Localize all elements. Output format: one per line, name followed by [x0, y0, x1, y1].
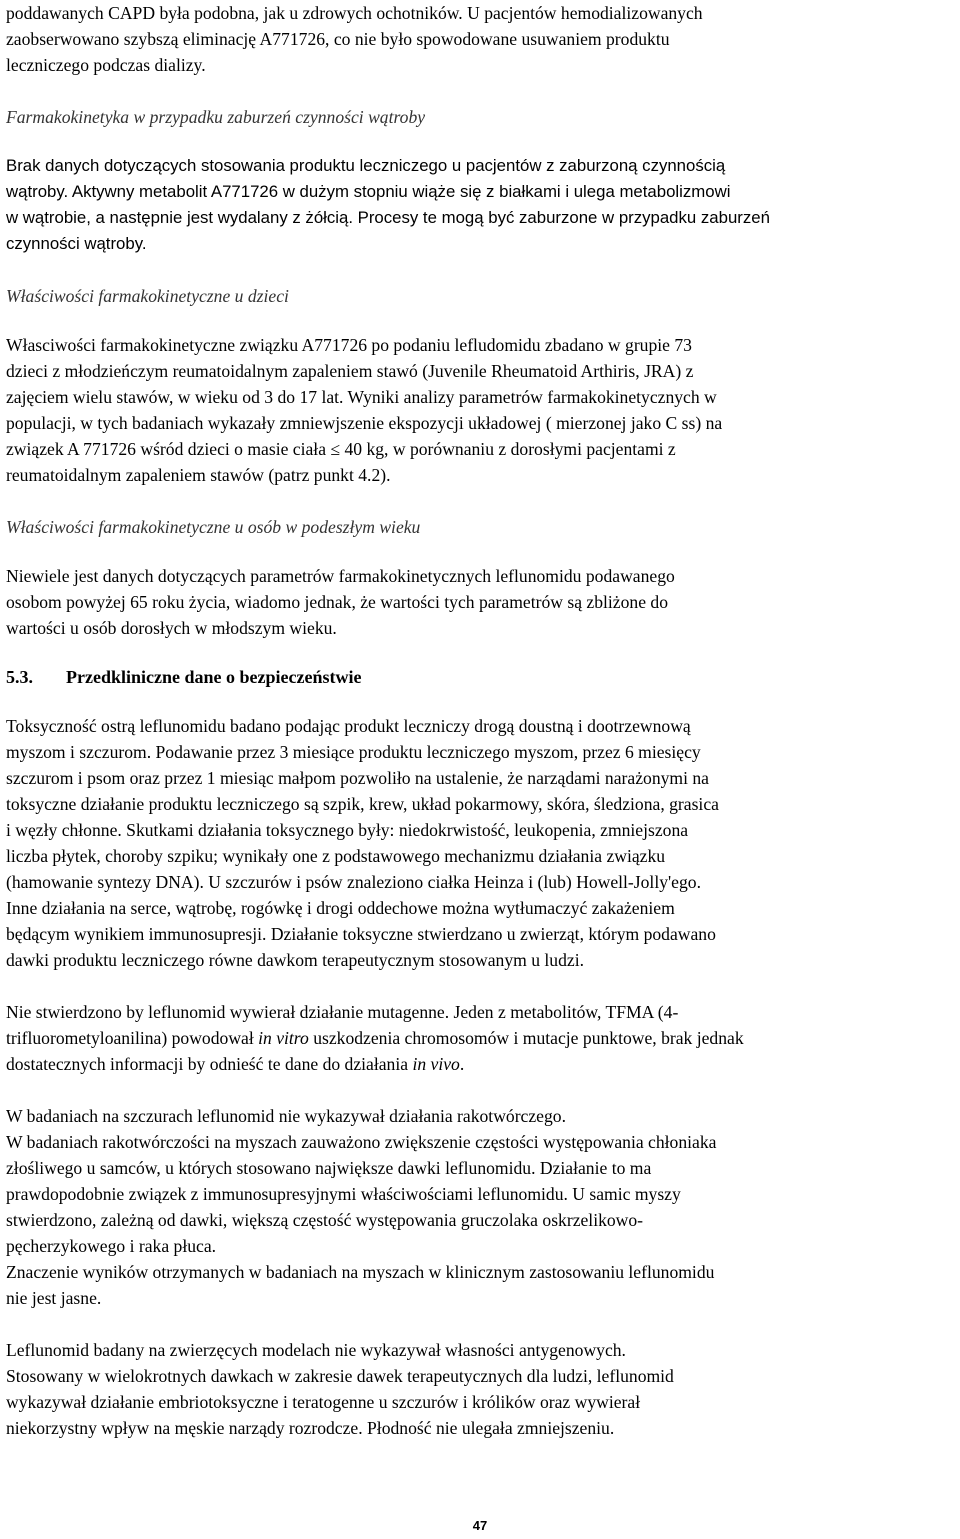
italic-term: in vivo	[412, 1054, 460, 1074]
text-line: prawdopodobnie związek z immunosupresyjnymi właściwościami leflunomidu. U samic myszy	[6, 1184, 681, 1204]
text-line: Toksyczność ostrą leflunomidu badano podając produkt leczniczy drogą doustną i dootrzewnową	[6, 716, 691, 736]
text-line: Nie stwierdzono by leflunomid wywierał działanie mutagenne. Jeden z metabolitów, TFMA (4-	[6, 1002, 679, 1022]
text-line: leczniczego podczas dializy.	[6, 55, 206, 75]
text-line: zaobserwowano szybszą eliminację A771726, co nie było spowodowane usuwaniem produktu	[6, 29, 670, 49]
text-line: reumatoidalnym zapaleniem stawów (patrz punkt 4.2).	[6, 465, 391, 485]
text-span: 40 kg, w porównaniu z dorosłymi pacjentami z	[340, 439, 676, 459]
text-span: .	[459, 1054, 465, 1074]
text-line: osobom powyżej 65 roku życia, wiadomo jednak, że wartości tych parametrów są zbliżone do	[6, 592, 668, 612]
mutagen-paragraph	[6, 999, 956, 1077]
toxicity-paragraph	[6, 713, 956, 973]
italic-term: in vitro	[258, 1028, 309, 1048]
text-line: toksyczne działanie produktu leczniczego są szpik, krew, układ pokarmowy, skóra, śledziona, grasica	[6, 794, 719, 814]
text-line: myszom i szczurom. Podawanie przez 3 miesiące produktu leczniczego myszom, przez 6 miesięcy	[6, 742, 701, 762]
liver-subheading: Farmakokinetyka w przypadku zaburzeń czynności wątroby	[6, 107, 426, 127]
document-page	[6, 0, 956, 1441]
children-paragraph	[6, 332, 956, 488]
text-line: liczba płytek, choroby szpiku; wynikały one z podstawowego mechanizmu działania związku	[6, 846, 666, 866]
liver-paragraph	[6, 153, 956, 257]
text-line: w wątrobie, a następnie jest wydalany z żółcią. Procesy te mogą być zaburzone w przypadku zaburzeń	[6, 208, 770, 227]
section-title: Przedkliniczne dane o bezpieczeństwie	[66, 667, 362, 687]
text-span: uszkodzenia chromosomów i mutacje punktowe, brak jednak	[308, 1028, 744, 1048]
text-line: Niewiele jest danych dotyczących parametrów farmakokinetycznych leflunomidu podawanego	[6, 566, 675, 586]
text-line: Inne działania na serce, wątrobę, rogówkę i drogi oddechowe można wytłumaczyć zakażeniem	[6, 898, 675, 918]
page-number: 47	[472, 1518, 488, 1533]
continuation-paragraph	[6, 0, 956, 78]
text-line: zajęciem wielu stawów, w wieku od 3 do 17 lat. Wyniki analizy parametrów farmakokinetycznych w	[6, 387, 717, 407]
text-line: Stosowany w wielokrotnych dawkach w zakresie dawek terapeutycznych dla ludzi, leflunomid	[6, 1366, 674, 1386]
text-line: dzieci z młodzieńczym reumatoidalnym zapaleniem stawó (Juvenile Rheumatoid Arthiris, JRA) z	[6, 361, 694, 381]
text-line: Leflunomid badany na zwierzęcych modelach nie wykazywał własności antygenowych.	[6, 1340, 626, 1360]
less-or-equal-symbol: ≤	[330, 439, 341, 459]
text-line: stwierdzono, zależną od dawki, większą częstość występowania gruczolaka oskrzelikowo-	[6, 1210, 644, 1230]
elderly-paragraph	[6, 563, 956, 641]
text-line: wykazywał działanie embriotoksyczne i teratogenne u szczurów i królików oraz wywierał	[6, 1392, 641, 1412]
text-line	[6, 1025, 956, 1051]
carcinogen-paragraph	[6, 1103, 956, 1311]
text-line: będącym wynikiem immunosupresji. Działanie toksyczne stwierdzano u zwierząt, którym podawano	[6, 924, 716, 944]
text-line: złośliwego u samców, u których stosowano największe dawki leflunomidu. Działanie to ma	[6, 1158, 652, 1178]
text-line: (hamowanie syntezy DNA). U szczurów i psów znaleziono ciałka Heinza i (lub) Howell-Jolly'ego.	[6, 872, 701, 892]
text-span: dostatecznych informacji by odnieść te dane do działania	[6, 1054, 413, 1074]
elderly-subheading: Właściwości farmakokinetyczne u osób w podeszłym wieku	[6, 517, 421, 537]
text-line: W badaniach na szczurach leflunomid nie wykazywał działania rakotwórczego.	[6, 1106, 566, 1126]
text-line: niekorzystny wpływ na męskie narządy rozrodcze. Płodność nie ulegała zmniejszeniu.	[6, 1418, 615, 1438]
text-line: W badaniach rakotwórczości na myszach zauważono zwiększenie częstości występowania chłoniaka	[6, 1132, 717, 1152]
antigen-paragraph	[6, 1337, 956, 1441]
text-line: poddawanych CAPD była podobna, jak u zdrowych ochotników. U pacjentów hemodializowanych	[6, 3, 703, 23]
text-line: Znaczenie wyników otrzymanych w badaniach na myszach w klinicznym zastosowaniu leflunomidu	[6, 1262, 715, 1282]
text-span: związek A 771726 wśród dzieci o masie ciała	[6, 439, 331, 459]
text-line: pęcherzykowego i raka płuca.	[6, 1236, 217, 1256]
text-line: dawki produktu leczniczego równe dawkom terapeutycznym stosowanym u ludzi.	[6, 950, 584, 970]
text-line: i węzły chłonne. Skutkami działania toksycznego były: niedokrwistość, leukopenia, zmniejszona	[6, 820, 689, 840]
text-line: Brak danych dotyczących stosowania produktu leczniczego u pacjentów z zaburzoną czynnością	[6, 156, 726, 175]
text-line: Własciwości farmakokinetyczne związku A771726 po podaniu lefludomidu zbadano w grupie 73	[6, 335, 692, 355]
children-subheading: Właściwości farmakokinetyczne u dzieci	[6, 286, 289, 306]
section-heading	[6, 664, 956, 690]
text-line	[6, 436, 956, 462]
section-number: 5.3.	[6, 667, 33, 687]
text-line: wątroby. Aktywny metabolit A771726 w dużym stopniu wiąże się z białkami i ulega metabolizmowi	[6, 182, 731, 201]
text-line: wartości u osób dorosłych w młodszym wieku.	[6, 618, 337, 638]
text-span: trifluorometyloanilina) powodował	[6, 1028, 259, 1048]
text-line: nie jest jasne.	[6, 1288, 102, 1308]
text-line	[6, 1051, 956, 1077]
text-line: populacji, w tych badaniach wykazały zmniewjszenie ekspozycji układowej ( mierzonej jako C ss) na	[6, 413, 723, 433]
text-line: szczurom i psom oraz przez 1 miesiąc małpom pozwoliło na ustalenie, że narządami narażonymi na	[6, 768, 709, 788]
text-line: czynności wątroby.	[6, 234, 147, 253]
